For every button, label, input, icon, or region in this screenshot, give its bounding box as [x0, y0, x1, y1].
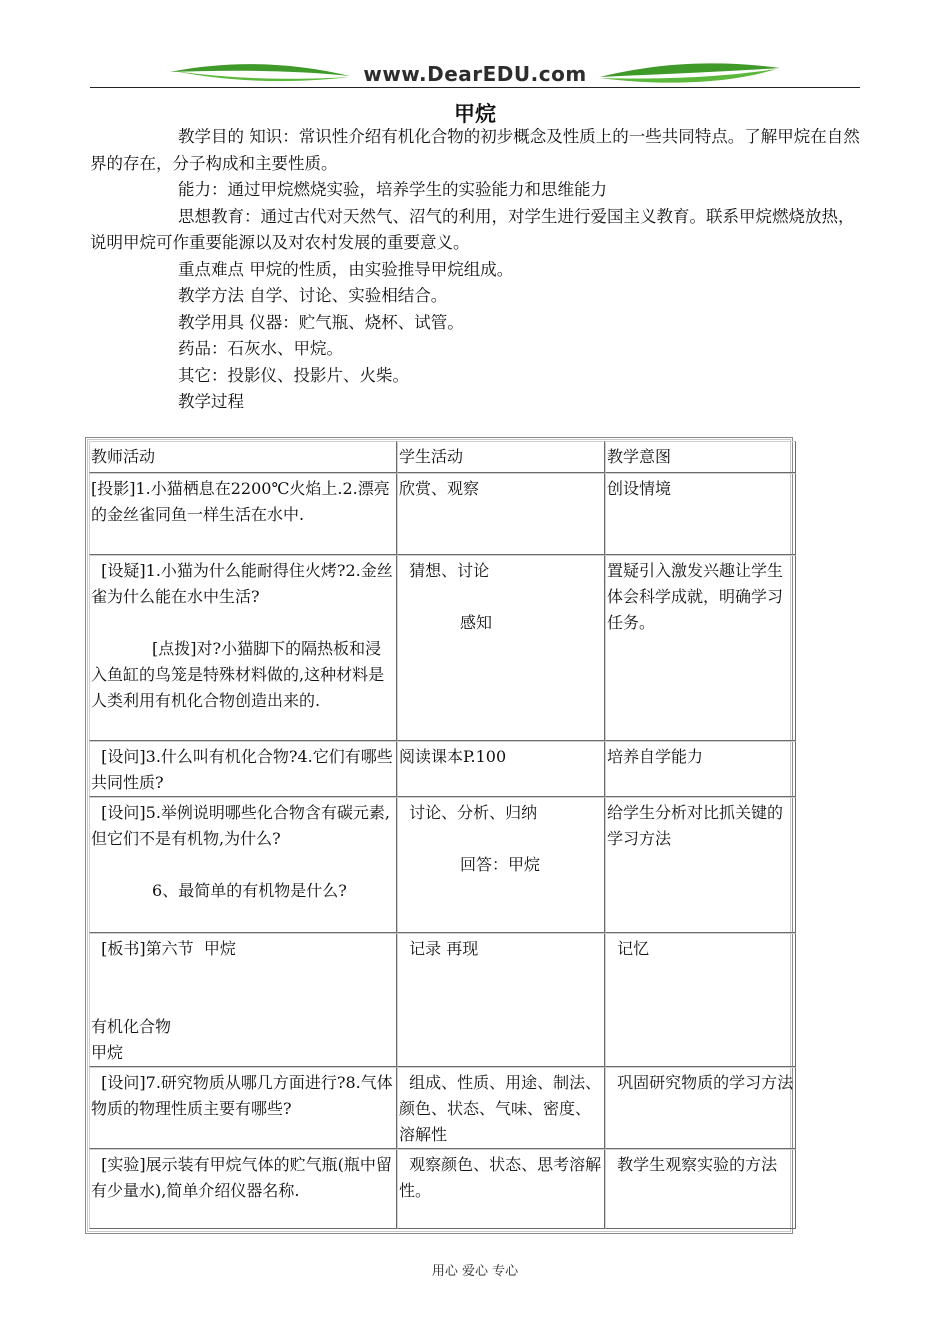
teacher-activity: [设问]5.举例说明哪些化合物含有碳元素,但它们不是有机物,为什么? 6、最简单的有机物是什么?: [89, 797, 397, 933]
table-row: [89, 1149, 796, 1229]
student-activity: 欣赏、观察: [397, 473, 605, 555]
paragraph: 教学目的 知识：常识性介绍有机化合物的初步概念及性质上的一些共同特点。了解甲烷在自然界的存在，分子构成和主要性质。: [90, 127, 860, 173]
student-activity: 猜想、讨论 感知: [397, 555, 605, 741]
paragraph: 思想教育：通过古代对天然气、沼气的利用，对学生进行爱国主义教育。联系甲烷燃烧放热，说明甲烷可作重要能源以及对农村发展的重要意义。: [90, 206, 855, 252]
header-rule: [90, 87, 860, 88]
page-footer: 用心 爱心 专心: [431, 1264, 519, 1279]
teaching-intent: 置疑引入激发兴趣让学生体会科学成就，明确学习任务。: [605, 555, 796, 741]
paragraph: 药品：石灰水、甲烷。: [178, 339, 343, 358]
lesson-table: [89, 441, 796, 1229]
teaching-intent: 给学生分析对比抓关键的学习方法: [605, 797, 796, 933]
teaching-intent: 教学生观察实验的方法: [605, 1149, 796, 1229]
teacher-activity: [投影]1.小猫栖息在2200℃火焰上.2.漂亮的金丝雀同鱼一样生活在水中.: [89, 473, 397, 555]
teacher-activity: [实验]展示装有甲烷气体的贮气瓶(瓶中留有少量水),简单介绍仪器名称.: [89, 1149, 397, 1229]
table-row: [89, 741, 796, 797]
teaching-intent: 培养自学能力: [605, 741, 796, 797]
table-row: [89, 473, 796, 555]
student-activity: 组成、性质、用途、制法、颜色、状态、气味、密度、溶解性: [397, 1067, 605, 1149]
site-url: www.DearEDU.com: [363, 62, 587, 86]
teacher-activity: [板书]第六节 甲烷 有机化合物 甲烷: [89, 933, 397, 1067]
student-activity: 阅读课本P.100: [397, 741, 605, 797]
lesson-objectives: [90, 124, 862, 416]
paragraph: 教学过程: [178, 392, 244, 411]
header-cell: 教师活动: [89, 441, 397, 473]
paragraph: 能力：通过甲烷燃烧实验，培养学生的实验能力和思维能力: [178, 180, 607, 199]
table-header-row: [89, 441, 796, 473]
page-title: 甲烷: [454, 102, 496, 126]
teacher-activity: [设问]7.研究物质从哪几方面进行?8.气体物质的物理性质主要有哪些?: [89, 1067, 397, 1149]
paragraph: 教学用具 仪器：贮气瓶、烧杯、试管。: [178, 312, 464, 332]
teacher-activity: [设问]3.什么叫有机化合物?4.它们有哪些共同性质?: [89, 741, 397, 797]
student-activity: 记录 再现: [397, 933, 605, 1067]
paragraph: 其它：投影仪、投影片、火柴。: [178, 365, 409, 385]
table-row: [89, 1067, 796, 1149]
table-row: [89, 933, 796, 1067]
header-cell: 教学意图: [605, 441, 796, 473]
header-cell: 学生活动: [397, 441, 605, 473]
table-row: [89, 555, 796, 741]
teacher-activity: [设疑]1.小猫为什么能耐得住火烤?2.金丝雀为什么能在水中生活? [点拨]对?小猫脚下的隔热板和浸入鱼缸的鸟笼是特殊材料做的,这种材料是人类利用有机化合物创造出来的.: [89, 555, 397, 741]
paragraph: 教学方法 自学、讨论、实验相结合。: [178, 286, 448, 305]
teaching-intent: 创设情境: [605, 473, 796, 555]
paragraph: 重点难点 甲烷的性质，由实验推导甲烷组成。: [178, 259, 514, 279]
student-activity: 讨论、分析、归纳 回答：甲烷: [397, 797, 605, 933]
teaching-intent: 记忆: [605, 933, 796, 1067]
teaching-intent: 巩固研究物质的学习方法: [605, 1067, 796, 1149]
student-activity: 观察颜色、状态、思考溶解性。: [397, 1149, 605, 1229]
lesson-table-frame: [85, 437, 793, 1234]
table-row: [89, 797, 796, 933]
